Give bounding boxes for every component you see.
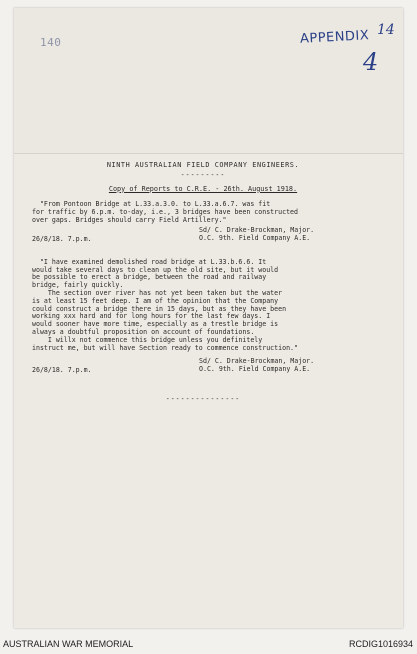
report-2 (32, 259, 374, 353)
report-2-line: always a doubtful proposition on account of foundations. (32, 327, 255, 336)
report-1-signature (32, 227, 374, 245)
signature-title: O.C. 9th. Field Company A.E. (199, 233, 311, 242)
document-heading: NINTH AUSTRALIAN FIELD COMPANY ENGINEERS. (106, 161, 300, 169)
report-date: 26/8/18. 7.p.m. (32, 234, 92, 243)
report-1-line: over gaps. Bridges should carry Field Artillery." (32, 215, 227, 224)
appendix-label: APPENDIX (299, 28, 370, 47)
report-2-line: be possible to erect a bridge, between the road and railway (32, 273, 267, 282)
end-rule: --------------- (165, 395, 241, 404)
document-subheading: Copy of Reports to C.R.E. - 26th. August 1918. (108, 184, 298, 193)
report-2-line: could construct a bridge there in 15 days, but as they have been (32, 304, 287, 313)
signature-title: O.C. 9th. Field Company A.E. (199, 365, 311, 374)
sheet-number: 4 (363, 48, 379, 76)
report-1 (32, 201, 374, 224)
report-2-line: "I have examined demolished road bridge at L.33.b.6.6. It (32, 257, 267, 266)
footer-archive-name: AUSTRALIAN WAR MEMORIAL (3, 639, 134, 649)
report-1-line: "From Pontoon Bridge at L.33.a.3.0. to L.33.a.6.7. was fit (32, 200, 271, 209)
archive-footer (0, 636, 417, 654)
report-2-line: would sooner have more time, especially as a trestle bridge is (32, 320, 279, 329)
signature-name: Sd/ C. Drake-Brockman, Major. (199, 357, 315, 366)
report-2-signature (32, 358, 374, 376)
appendix-number: 14 (377, 22, 395, 38)
report-text (32, 158, 374, 404)
heading-rule: --------- (180, 170, 226, 179)
folio-header-strip (14, 8, 403, 154)
page-number-stamp: 140 (40, 36, 62, 49)
report-2-line: The section over river has not yet been taken but the water (32, 288, 283, 297)
signature-name: Sd/ C. Drake-Brockman, Major. (199, 225, 315, 234)
report-date: 26/8/18. 7.p.m. (32, 366, 92, 375)
report-2-line: bridge, fairly quickly. (32, 281, 124, 290)
report-2-line: is at least 15 feet deep. I am of the opinion that the Company (32, 296, 279, 305)
report-2-line: instruct me, but will have Section ready to commence construction." (32, 343, 298, 352)
report-2-line: working xxx hard and for long hours for the last few days. I (32, 312, 271, 321)
report-1-line: for traffic by 6.p.m. to-day, i.e., 3 bridges have been constructed (32, 208, 298, 217)
footer-record-id: RCDIG1016934 (348, 639, 413, 649)
report-2-line: I willx not commence this bridge unless you definitely (32, 335, 263, 344)
report-2-line: would take several days to clean up the old site, but it would (32, 265, 279, 274)
